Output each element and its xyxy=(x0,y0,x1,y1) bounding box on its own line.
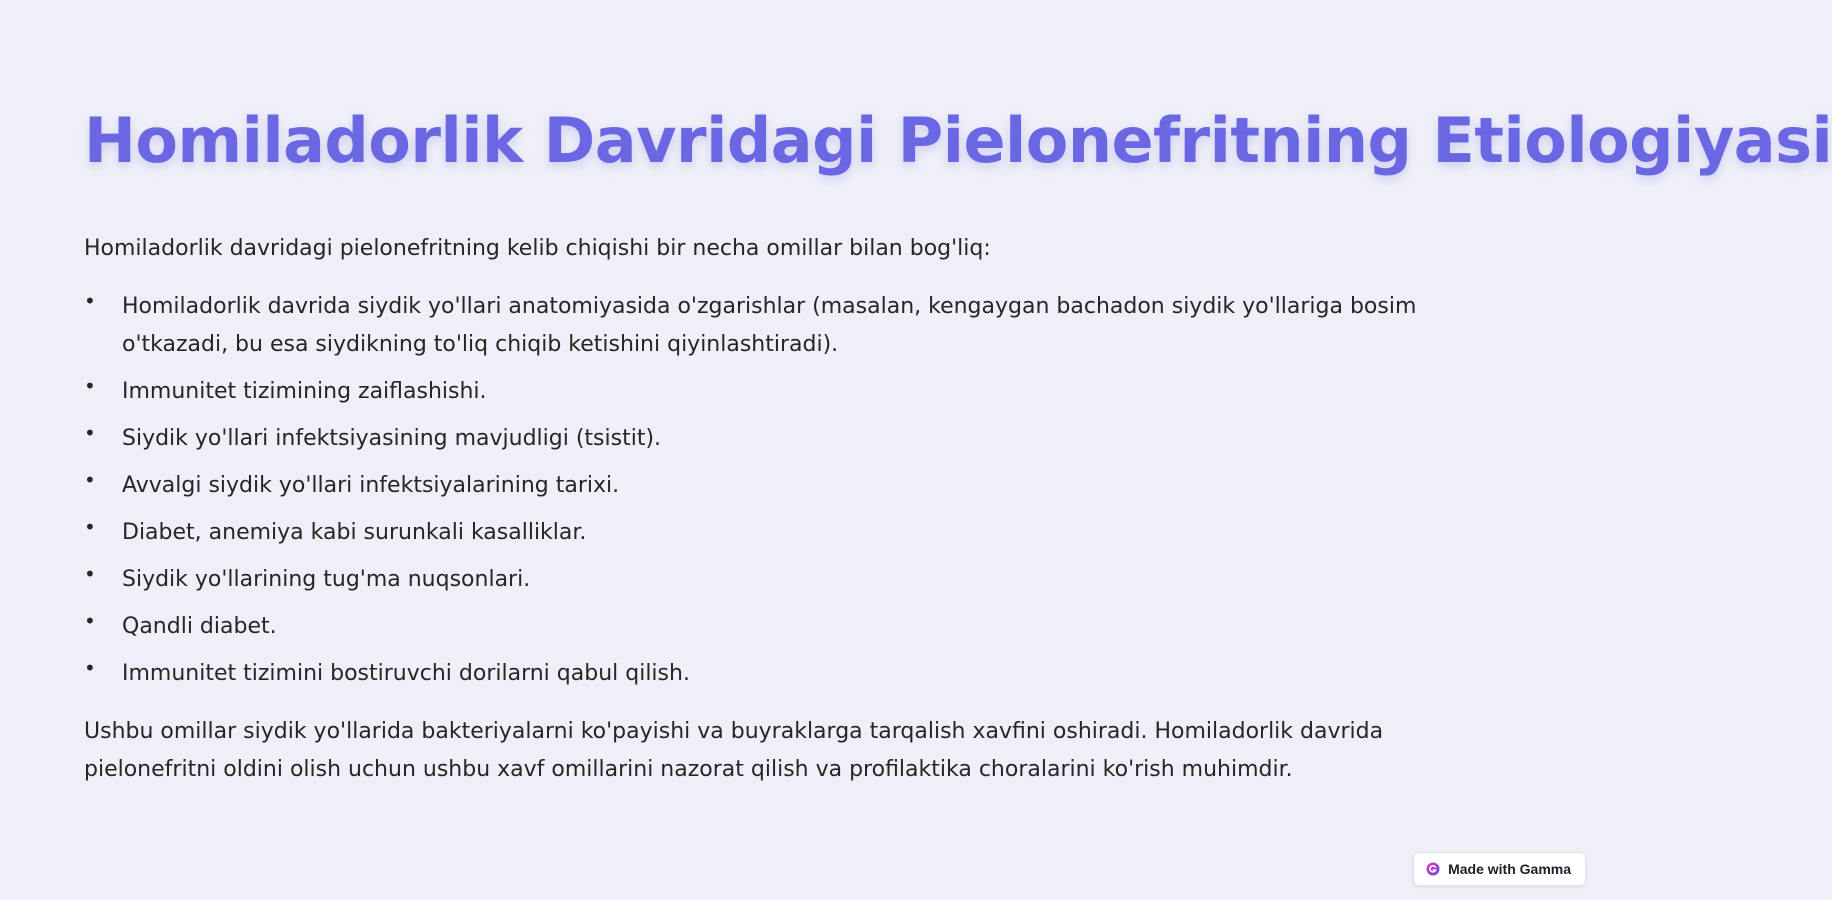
list-item-text: Siydik yo'llarining tug'ma nuqsonlari. xyxy=(122,567,531,592)
bullet-list xyxy=(84,288,1514,693)
outro-paragraph: Ushbu omillar siydik yo'llarida bakteriyalarni ko'payishi va buyraklarga tarqalish xavfini oshiradi. Homiladorlik davrida pielonefritni oldini olish uchun ushbu xavf omillarini nazorat qilish va profilaktika choralarini ko'rish muhimdir. xyxy=(84,719,1384,782)
list-item-text: Diabet, anemiya kabi surunkali kasalliklar. xyxy=(122,520,587,545)
list-item xyxy=(84,608,1514,646)
list-item-text: Immunitet tizimini bostiruvchi dorilarni qabul qilish. xyxy=(122,661,690,686)
bullet-icon: • xyxy=(84,374,96,398)
list-item xyxy=(84,373,1514,411)
list-item-text: Siydik yo'llari infektsiyasining mavjudligi (tsistit). xyxy=(122,426,662,451)
slide-title: Homiladorlik Davridagi Pielonefritning Etiologiyasi xyxy=(84,104,1832,177)
bullet-icon: • xyxy=(84,656,96,680)
bullet-icon: • xyxy=(84,609,96,633)
list-item xyxy=(84,420,1514,458)
list-item xyxy=(84,561,1514,599)
bullet-icon: • xyxy=(84,421,96,445)
list-item xyxy=(84,288,1514,364)
list-item-text: Homiladorlik davrida siydik yo'llari anatomiyasida o'zgarishlar (masalan, kengaygan bachadon siydik yo'llariga bosim o'tkazadi, bu esa siydikning to'liq chiqib ketishini qiyinlashtiradi). xyxy=(122,294,1417,357)
list-item-text: Qandli diabet. xyxy=(122,614,277,639)
list-item xyxy=(84,655,1514,693)
bullet-icon: • xyxy=(84,468,96,492)
badge-label: Made with Gamma xyxy=(1448,861,1571,877)
list-item-text: Avvalgi siydik yo'llari infektsiyalarining tarixi. xyxy=(122,473,620,498)
gamma-logo-icon xyxy=(1426,862,1440,876)
list-item xyxy=(84,514,1514,552)
list-item xyxy=(84,467,1514,505)
bullet-icon: • xyxy=(84,289,96,313)
made-with-gamma-badge[interactable] xyxy=(1413,852,1586,886)
bullet-icon: • xyxy=(84,515,96,539)
slide-content xyxy=(84,230,1514,789)
intro-paragraph: Homiladorlik davridagi pielonefritning kelib chiqishi bir necha omillar bilan bog'liq: xyxy=(84,236,991,261)
list-item-text: Immunitet tizimining zaiflashishi. xyxy=(122,379,487,404)
bullet-icon: • xyxy=(84,562,96,586)
